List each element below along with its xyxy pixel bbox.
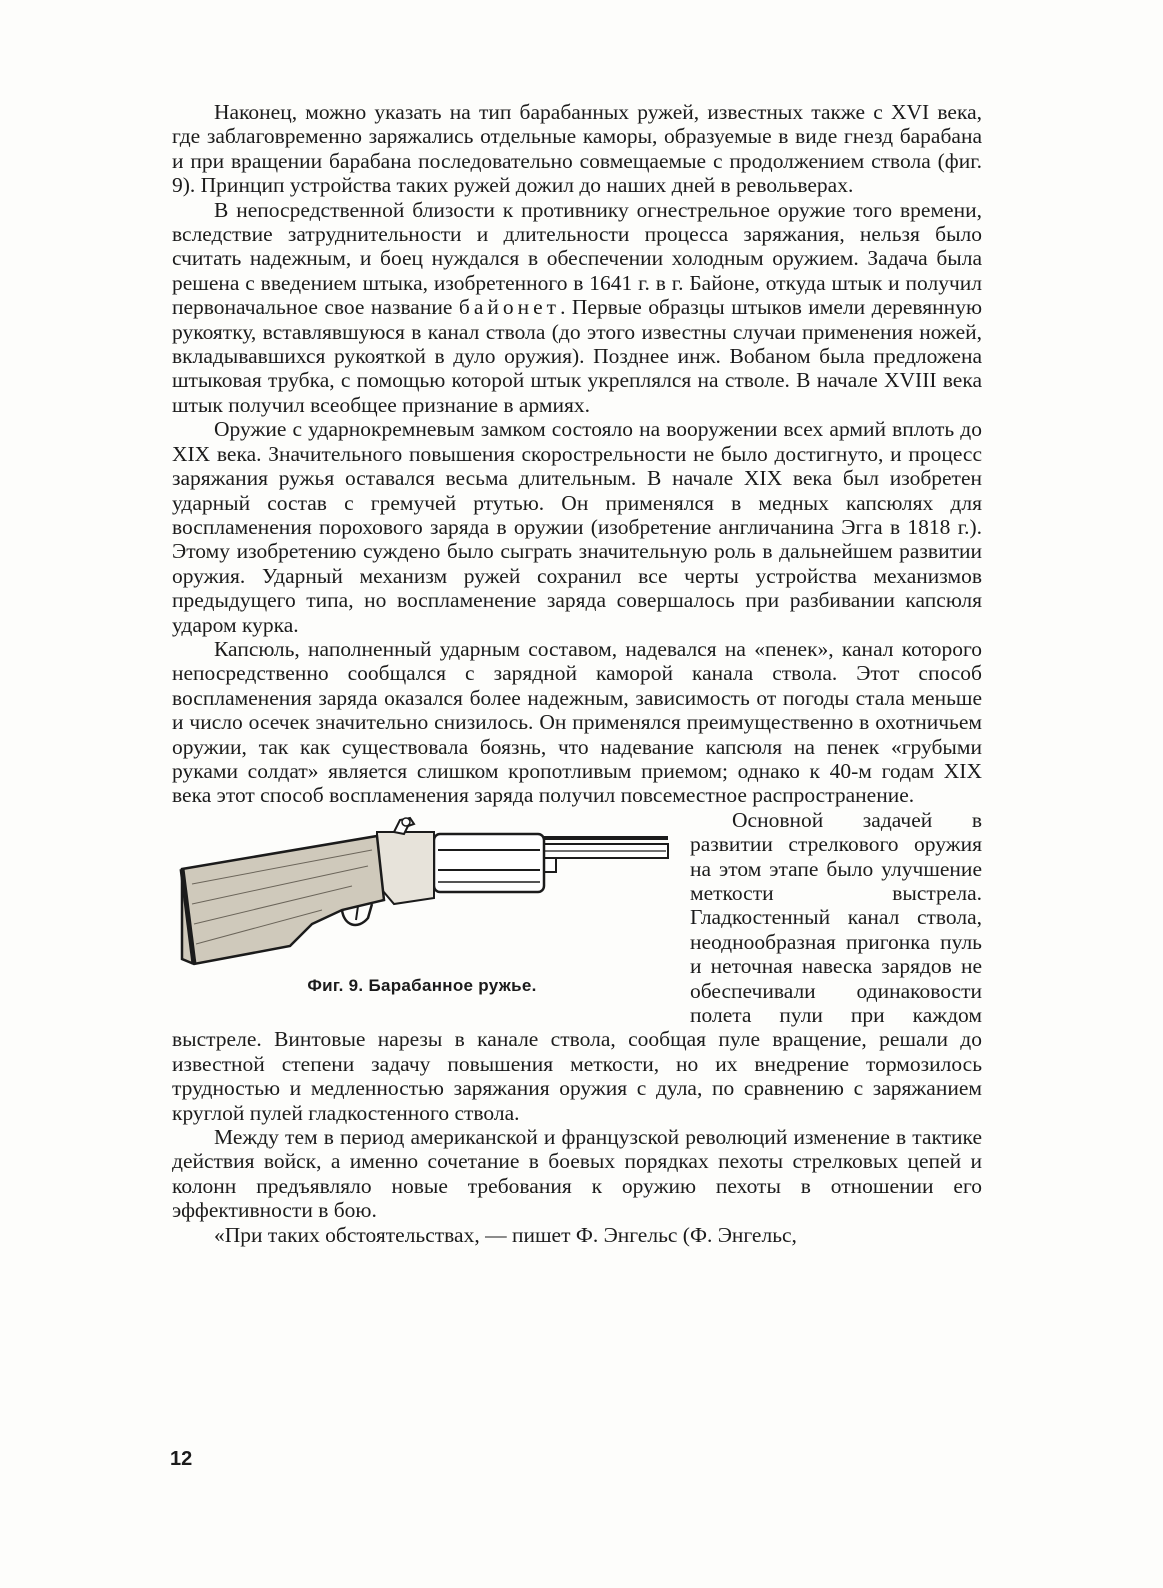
figure-wrap-block (172, 808, 982, 1125)
term-bayonet: байонет (458, 295, 561, 320)
cylinder-drum (434, 834, 544, 892)
receiver (377, 832, 434, 904)
revolver-rifle-illustration (172, 814, 672, 974)
figure-9 (172, 814, 672, 1004)
paragraph-2 (172, 198, 982, 418)
paragraph-6: Между тем в период американской и французской революций изменение в тактике действия войск, а именно сочетание в боевых порядках пехоты стрелковых цепей и колонн предъявляло новые требования к оружию пехоты в отношении его эффективности в бою. (172, 1125, 982, 1223)
paragraph-3: Оружие с ударнокремневым замком состояло на вооружении всех армий вплоть до XIX века. Значительного повышения скорострельности не было достигнуто, и процесс заряжания ружья оставался весьма длительным. В начале XIX века был изобретен ударный состав с гремучей ртутью. Он применялся в медных капсюлях для воспламенения порохового заряда в оружии (изобретение англичанина Эгга в 1818 г.). Этому изобретению суждено было сыграть значительную роль в дальнейшем развитии оружия. Ударный механизм ружей сохранил все черты устройства механизмов предыдущего типа, но воспламенение заряда совершалось при разбивании капсюля ударом курка. (172, 417, 982, 637)
body-text (172, 100, 982, 1247)
paragraph-2-tail: . Первые образцы штыков имели деревянную рукоятку, вставлявшуюся в канал ствола (до этого известны случаи применения ножей, вкладывавшихся рукояткой в дуло оружия). Позднее инж. Вобаном была предложена штыковая трубка, с помощью которой штык укреплялся на стволе. В начале XVIII века штык получил всеобщее признание в армиях. (172, 295, 983, 417)
paragraph-5: Основной задачей в развитии стрелкового оружия на этом этапе было улучшение меткости выстрела. Гладкостенный канал ствола, неоднообразная пригонка пуль и неточная навеска зарядов не обеспечивали одинаковости полета пули при каждом выстреле. Винтовые нарезы в канале ствола, сообщая пуле вращение, решали до известной степени задачу повышения меткости, но их внедрение тормозилось трудностью и медленностью заряжания оружия с дула, по сравнению с заряжанием круглой пулей гладкостенного ствола. (172, 807, 982, 1125)
paragraph-2-head: В непосредственной близости к противнику огнестрельное оружие того времени, вследствие затруднительности и длительности процесса заряжания, нельзя было считать надежным, и боец нуждался в обеспечении холодным оружием. Задача была решена с введением штыка, изобретенного в 1641 г. в г. Байоне, откуда штык и получил первоначальное свое название (172, 197, 982, 320)
figure-caption: Фиг. 9. Барабанное ружье. (307, 975, 537, 995)
paragraph-4: Капсюль, наполненный ударным составом, надевался на «пенек», канал которого непосредственно сообщался с зарядной каморой канала ствола. Этот способ воспламенения заряда оказался более надежным, зависимость от погоды стала меньше и число осечек значительно снизилось. Он применялся преимущественно в охотничьем оружии, так как существовала боязнь, что надевание капсюля на пенек «грубыми руками солдат» является слишком кропотливым приемом; однако к 40-м годам XIX века этот способ воспламенения заряда получил повсеместное распространение. (172, 636, 982, 808)
paragraph-1: Наконец, можно указать на тип барабанных ружей, известных также с XVI века, где заблаговременно заряжались отдельные каморы, образуемые в виде гнезд барабана и при вращении барабана последовательно совмещаемые с продолжением ствола (фиг. 9). Принцип устройства таких ружей дожил до наших дней в револьверах. (172, 100, 982, 198)
paragraph-7: «При таких обстоятельствах, — пишет Ф. Энгельс (Ф. Энгельс, (214, 1222, 797, 1247)
page-number: 12 (170, 1448, 193, 1470)
